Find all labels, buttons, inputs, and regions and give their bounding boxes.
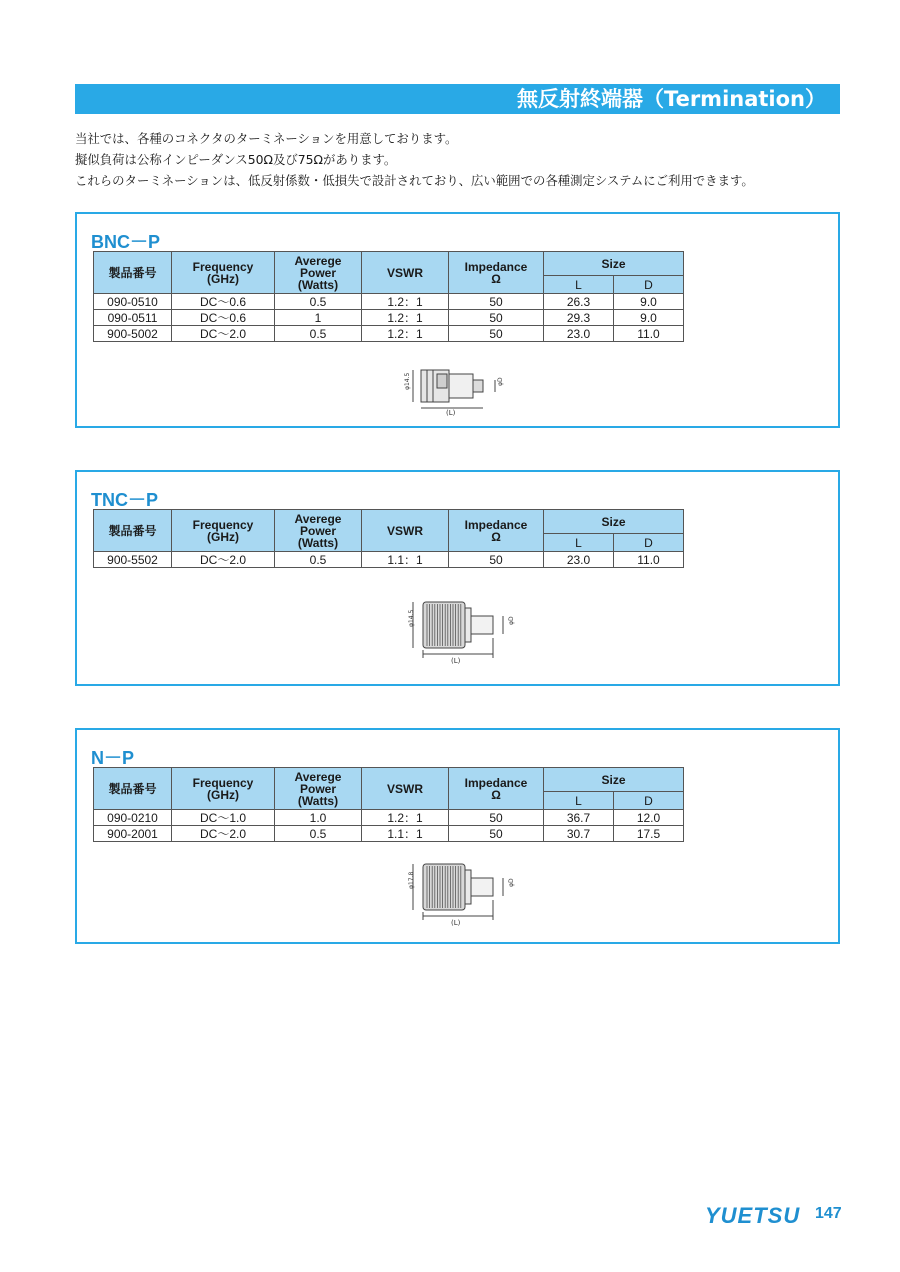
col-header-power: Averege Power (Watts): [275, 510, 362, 552]
table-cell: 900-2001: [94, 826, 172, 842]
table-cell: 1.0: [275, 810, 362, 826]
table-cell: DC～0.6: [172, 310, 275, 326]
table-cell: 9.0: [614, 310, 684, 326]
col-header-size: Size: [544, 510, 684, 534]
col-header-impedance: Impedance Ω: [449, 510, 544, 552]
table-cell: 1.2：1: [362, 294, 449, 310]
table-cell: 23.0: [544, 326, 614, 342]
table-cell: DC～2.0: [172, 826, 275, 842]
col-header-impedance: Impedance Ω: [449, 768, 544, 810]
svg-text:φ14.5: φ14.5: [404, 372, 411, 390]
brand-logo: YUETSU: [705, 1203, 801, 1228]
col-header-size-d: D: [614, 534, 684, 552]
col-header-size-l: L: [544, 792, 614, 810]
table-cell: 11.0: [614, 552, 684, 568]
table-row: [94, 326, 684, 342]
col-header-vswr: VSWR: [362, 252, 449, 294]
col-header-size: Size: [544, 768, 684, 792]
table-cell: 900-5502: [94, 552, 172, 568]
spec-table: [93, 767, 684, 842]
intro-line-3: これらのターミネーションは、低反射係数・低損失で設計されており、広い範囲での各種測定システムにご利用できます。: [75, 173, 754, 188]
table-cell: 50: [449, 826, 544, 842]
col-header-part-no: 製品番号: [94, 252, 172, 294]
table-cell: 0.5: [275, 826, 362, 842]
table-cell: 12.0: [614, 810, 684, 826]
svg-text:(L): (L): [451, 919, 461, 927]
col-header-impedance: Impedance Ω: [449, 252, 544, 294]
table-cell: 30.7: [544, 826, 614, 842]
svg-text:φ17.8: φ17.8: [408, 871, 415, 889]
page-title: 無反射終端器（Termination）: [75, 84, 840, 114]
col-header-vswr: VSWR: [362, 768, 449, 810]
intro-text: [75, 128, 855, 191]
section-title: N－P: [91, 748, 135, 768]
section-tnc-p: [75, 470, 840, 686]
col-header-size-d: D: [614, 792, 684, 810]
table-cell: 1.1：1: [362, 552, 449, 568]
connector-drawing: [399, 596, 529, 666]
col-header-frequency: Frequency (GHz): [172, 510, 275, 552]
col-header-power: Averege Power (Watts): [275, 768, 362, 810]
intro-line-2: 擬似負荷は公称インピーダンス50Ω及び75Ωがあります。: [75, 152, 397, 167]
col-header-size-l: L: [544, 276, 614, 294]
col-header-part-no: 製品番号: [94, 768, 172, 810]
table-cell: 29.3: [544, 310, 614, 326]
table-cell: 0.5: [275, 326, 362, 342]
svg-text:φD: φD: [497, 377, 504, 386]
table-cell: DC～0.6: [172, 294, 275, 310]
table-cell: DC～2.0: [172, 552, 275, 568]
table-row: [94, 294, 684, 310]
table-cell: 1.1：1: [362, 826, 449, 842]
connector-drawing: [399, 858, 529, 928]
table-row: [94, 552, 684, 568]
table-cell: 9.0: [614, 294, 684, 310]
svg-text:(L): (L): [451, 657, 461, 665]
section-title: TNC－P: [91, 490, 158, 510]
svg-text:φD: φD: [508, 878, 515, 887]
col-header-frequency: Frequency (GHz): [172, 252, 275, 294]
section-bnc-p: [75, 212, 840, 428]
spec-table: [93, 251, 684, 342]
table-cell: 1.2：1: [362, 810, 449, 826]
table-cell: 17.5: [614, 826, 684, 842]
table-cell: 50: [449, 552, 544, 568]
table-row: [94, 810, 684, 826]
table-cell: DC～2.0: [172, 326, 275, 342]
table-cell: 26.3: [544, 294, 614, 310]
table-cell: 900-5002: [94, 326, 172, 342]
table-cell: 090-0511: [94, 310, 172, 326]
table-cell: 50: [449, 294, 544, 310]
table-cell: 1: [275, 310, 362, 326]
table-cell: 090-0510: [94, 294, 172, 310]
table-row: [94, 310, 684, 326]
col-header-power: Averege Power (Watts): [275, 252, 362, 294]
col-header-size-l: L: [544, 534, 614, 552]
col-header-frequency: Frequency (GHz): [172, 768, 275, 810]
section-n-p: [75, 728, 840, 944]
svg-text:φ14.5: φ14.5: [408, 609, 415, 627]
table-row: [94, 826, 684, 842]
table-cell: 50: [449, 326, 544, 342]
col-header-vswr: VSWR: [362, 510, 449, 552]
table-cell: 50: [449, 810, 544, 826]
table-cell: 1.2：1: [362, 310, 449, 326]
section-title: BNC－P: [91, 232, 161, 252]
table-cell: 0.5: [275, 294, 362, 310]
spec-table: [93, 509, 684, 568]
table-cell: 23.0: [544, 552, 614, 568]
page-number: 147: [815, 1205, 842, 1222]
table-cell: 11.0: [614, 326, 684, 342]
table-cell: 1.2：1: [362, 326, 449, 342]
connector-drawing: [399, 362, 509, 422]
svg-text:φD: φD: [508, 616, 515, 625]
table-cell: 0.5: [275, 552, 362, 568]
table-cell: 50: [449, 310, 544, 326]
table-cell: DC～1.0: [172, 810, 275, 826]
svg-text:(L): (L): [446, 409, 456, 417]
col-header-part-no: 製品番号: [94, 510, 172, 552]
table-cell: 36.7: [544, 810, 614, 826]
intro-line-1: 当社では、各種のコネクタのターミネーションを用意しております。: [75, 131, 458, 146]
table-cell: 090-0210: [94, 810, 172, 826]
col-header-size-d: D: [614, 276, 684, 294]
col-header-size: Size: [544, 252, 684, 276]
